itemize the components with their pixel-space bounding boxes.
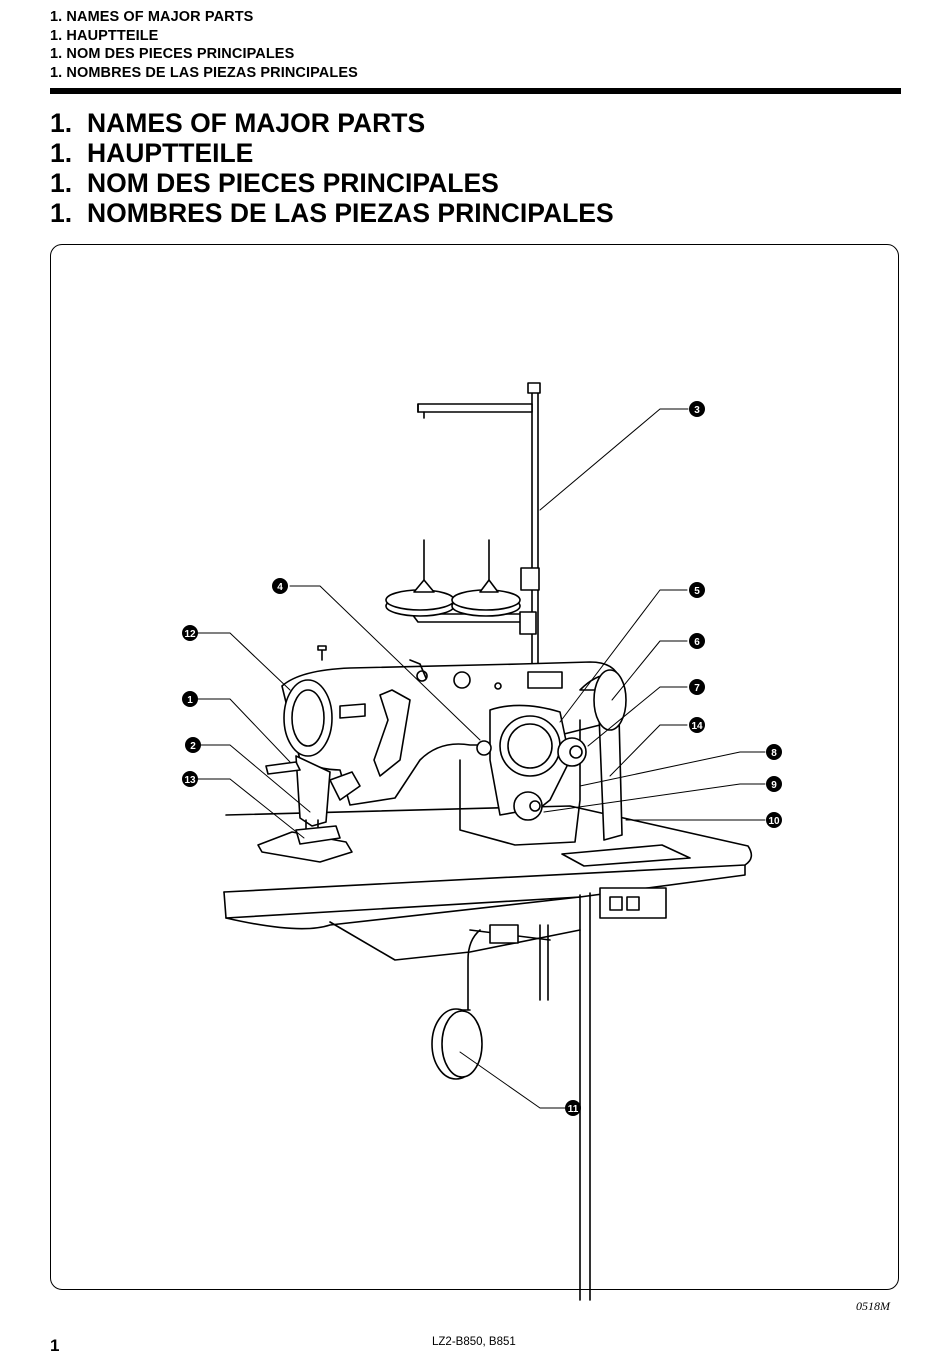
running-header-line-de: 1. HAUPTTEILE <box>50 27 159 44</box>
svg-text:7: 7 <box>694 683 700 694</box>
svg-text:3: 3 <box>694 405 700 416</box>
callout-leaders <box>190 409 765 1108</box>
svg-text:13: 13 <box>184 775 196 786</box>
svg-text:6: 6 <box>694 637 700 648</box>
callout-10 <box>766 812 782 828</box>
model-number: LZ2-B850, B851 <box>432 1336 516 1348</box>
svg-text:9: 9 <box>771 780 777 791</box>
callout-3 <box>689 401 705 417</box>
svg-text:14: 14 <box>691 721 703 732</box>
running-header-line-en: 1. NAMES OF MAJOR PARTS <box>50 9 254 25</box>
page-number: 1 <box>50 1336 60 1355</box>
figure-code: 0518M <box>856 1299 890 1313</box>
callout-13 <box>182 771 198 787</box>
section-number: 1. <box>50 168 73 198</box>
callout-5 <box>689 582 705 598</box>
callout-11 <box>565 1100 581 1116</box>
callout-6 <box>689 633 705 649</box>
running-header-line-fr: 1. NOM DES PIECES PRINCIPALES <box>50 46 295 62</box>
svg-text:12: 12 <box>184 629 196 640</box>
section-number: 1. <box>50 198 73 228</box>
section-title-en-text: NAMES OF MAJOR PARTS <box>87 108 426 138</box>
svg-text:11: 11 <box>567 1104 579 1115</box>
running-header-line-es: 1. NOMBRES DE LAS PIEZAS PRINCIPALES <box>50 64 358 81</box>
section-title-fr-text: NOM DES PIECES PRINCIPALES <box>87 168 499 198</box>
svg-text:1: 1 <box>187 695 193 706</box>
callout-12 <box>182 625 198 641</box>
callout-8 <box>766 744 782 760</box>
section-title-es-text: NOMBRES DE LAS PIEZAS PRINCIPALES <box>87 198 614 228</box>
machine-table <box>224 806 751 1300</box>
svg-text:2: 2 <box>190 741 196 752</box>
svg-text:10: 10 <box>768 816 780 827</box>
section-number: 1. <box>50 138 73 168</box>
callout-4 <box>272 578 288 594</box>
callout-2 <box>185 737 201 753</box>
callout-1 <box>182 691 198 707</box>
svg-text:4: 4 <box>277 582 283 593</box>
section-number: 1. <box>50 108 73 138</box>
thread-spools <box>386 540 520 616</box>
section-title-de-text: HAUPTTEILE <box>87 138 254 168</box>
callout-7 <box>689 679 705 695</box>
callout-14 <box>689 717 705 733</box>
svg-text:5: 5 <box>694 586 700 597</box>
svg-text:8: 8 <box>771 748 777 759</box>
callout-9 <box>766 776 782 792</box>
callout-markers <box>182 401 782 1116</box>
